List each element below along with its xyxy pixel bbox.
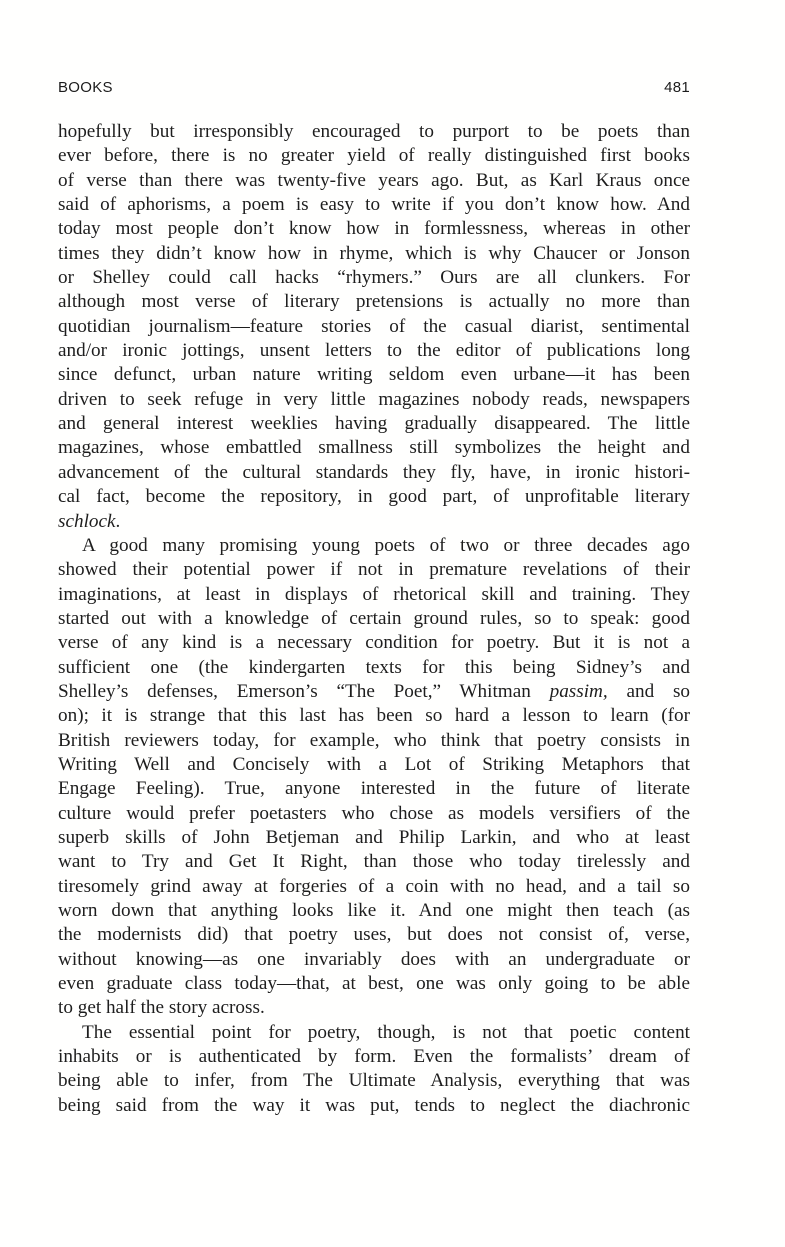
text-line: verse of any kind is a necessary condition for poetry. But it is not a: [58, 632, 690, 654]
text-line: times they didn’t know how in rhyme, which is why Chaucer or Jonson: [58, 242, 690, 264]
text-line: cal fact, become the repository, in good part, of unprofitable literary: [58, 486, 690, 508]
text-line: magazines, whose embattled smallness still symbolizes the height and: [58, 437, 690, 459]
text-fragment: and so: [626, 680, 691, 702]
paragraph-3: [58, 1021, 690, 1118]
text-fragment: Shelley’s defenses, Emerson’s “The Poet,” Whitman: [58, 680, 531, 702]
italic-term: passim,: [549, 680, 608, 702]
text-line: The essential point for poetry, though, is not that poetic content: [82, 1021, 690, 1043]
text-line: Engage Feeling). True, anyone interested in the future of literate: [58, 778, 690, 800]
text-line: or Shelley could call hacks “rhymers.” Ours are all clunkers. For: [58, 267, 690, 289]
text-line: without knowing—as one invariably does with an undergraduate or: [58, 948, 690, 970]
text-line: said of aphorisms, a poem is easy to write if you don’t know how. And: [58, 194, 690, 216]
text-line: being able to infer, from The Ultimate Analysis, everything that was: [58, 1070, 690, 1092]
text-line: British reviewers today, for example, who think that poetry consists in: [58, 729, 690, 751]
text-line: even graduate class today—that, at best, one was only going to be able: [58, 973, 690, 995]
text-line: superb skills of John Betjeman and Philip Larkin, and who at least: [58, 826, 690, 848]
text-line: the modernists did) that poetry uses, but does not consist of, verse,: [58, 924, 690, 946]
paragraph-1: [58, 120, 690, 534]
text-line: sufficient one (the kindergarten texts for this being Sidney’s and: [58, 656, 690, 678]
text-line: on); it is strange that this last has been so hard a lesson to learn (for: [58, 705, 690, 727]
text-line: hopefully but irresponsibly encouraged to purport to be poets than: [58, 121, 690, 142]
section-title: BOOKS: [58, 79, 113, 96]
text-line: being said from the way it was put, tends to neglect the diachronic: [58, 1094, 690, 1116]
text-line: A good many promising young poets of two or three decades ago: [82, 534, 690, 556]
text-line: and/or ironic jottings, unsent letters to the editor of publications long: [58, 340, 690, 362]
text-line: of verse than there was twenty-five years ago. But, as Karl Kraus once: [58, 169, 690, 191]
text-line: and general interest weeklies having gradually disappeared. The little: [58, 413, 690, 435]
body-text: [58, 120, 690, 1118]
text-fragment: .: [115, 510, 121, 532]
page-number: 481: [664, 79, 690, 96]
text-line: started out with a knowledge of certain ground rules, so to speak: good: [58, 607, 690, 629]
text-line: ever before, there is no greater yield of really distinguished first books: [58, 145, 690, 167]
text-line: inhabits or is authenticated by form. Even the formalists’ dream of: [58, 1046, 690, 1068]
italic-term: schlock: [58, 510, 116, 532]
text-line: quotidian journalism—feature stories of the casual diarist, sentimental: [58, 315, 690, 337]
text-line: want to Try and Get It Right, than those who today tirelessly and: [58, 851, 690, 873]
text-line: [58, 680, 690, 704]
text-line: to get half the story across.: [58, 997, 265, 1019]
text-line: culture would prefer poetasters who chose as models versifiers of the: [58, 802, 690, 824]
text-line: tiresomely grind away at forgeries of a coin with no head, and a tail so: [58, 875, 690, 897]
text-line: today most people don’t know how in formlessness, whereas in other: [58, 218, 690, 240]
running-head: [58, 79, 690, 103]
text-line: although most verse of literary pretensions is actually no more than: [58, 291, 690, 313]
text-line: showed their potential power if not in premature revelations of their: [58, 559, 690, 581]
text-line: driven to seek refuge in very little magazines nobody reads, newspapers: [58, 388, 690, 410]
text-line: Writing Well and Concisely with a Lot of Striking Metaphors that: [58, 753, 690, 775]
text-line: imaginations, at least in displays of rhetorical skill and training. They: [58, 583, 690, 605]
text-line: since defunct, urban nature writing seldom even urbane—it has been: [58, 364, 690, 386]
paragraph-2: [58, 534, 690, 1021]
text-line: advancement of the cultural standards they fly, have, in ironic histori-: [58, 461, 690, 483]
text-line: worn down that anything looks like it. And one might then teach (as: [58, 900, 690, 921]
text-line: [58, 510, 690, 534]
